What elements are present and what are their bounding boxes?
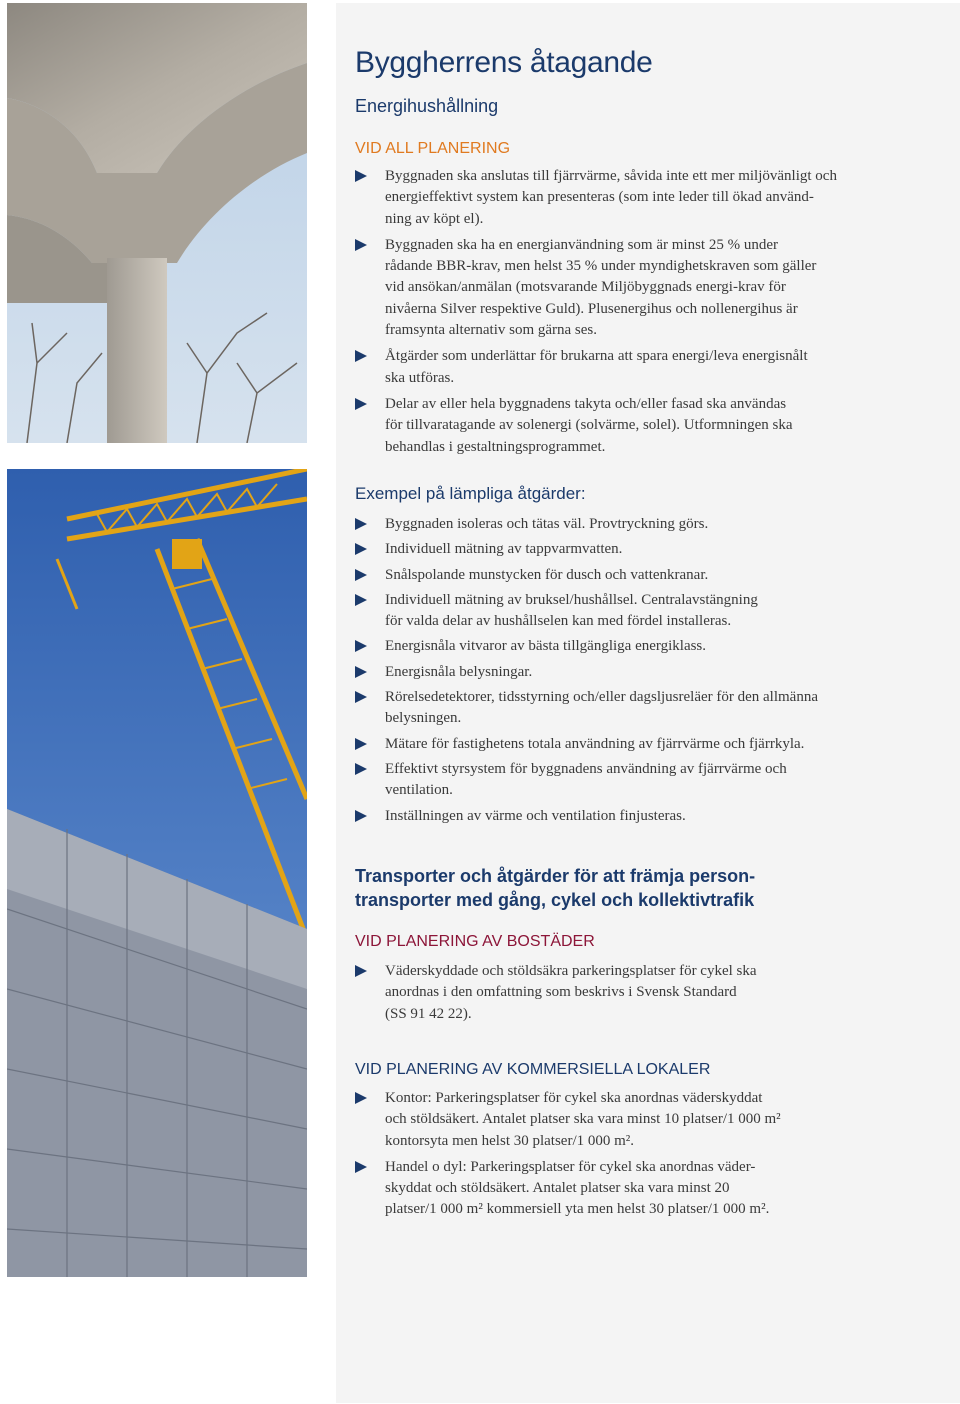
bullet-arrow-icon <box>355 170 367 182</box>
list-item-line: Energisnåla vitvaror av bästa tillgängliga energiklass. <box>385 638 707 655</box>
bullet-arrow-icon <box>355 350 367 362</box>
list-item-line: (SS 91 42 22). <box>385 1005 472 1022</box>
list-item <box>355 734 895 755</box>
list-item-line: nivåerna Silver respektive Guld). Plusenergihus och nollenergihus är <box>385 300 798 317</box>
bullet-arrow-icon <box>355 965 367 977</box>
list-item <box>355 166 895 230</box>
list-item-line: anordnas i den omfattning som beskrivs i Svensk Standard <box>385 984 737 1001</box>
bullet-arrow-icon <box>355 640 367 652</box>
transport-heading-line: transporter med gång, cykel och kollektivtrafik <box>355 890 755 910</box>
list-item-line: framsynta alternativ som gärna ses. <box>385 322 598 339</box>
list-item-line: vid ansökan/anmälan (motsvarande Miljöbyggnads energi-krav för <box>385 279 786 296</box>
bullet-arrow-icon <box>355 239 367 251</box>
list-item-line: Byggnaden isoleras och tätas väl. Provtryckning görs. <box>385 516 709 532</box>
list-item <box>355 1088 895 1152</box>
list-item-line: rådande BBR-krav, men helst 35 % under myndighetskraven som gäller <box>385 258 817 275</box>
bullet-arrow-icon <box>355 810 367 822</box>
transport-heading <box>355 864 755 912</box>
bullet-arrow-icon <box>355 763 367 775</box>
list-item <box>355 394 895 458</box>
list-item-line: Mätare för fastighetens totala användning av fjärrvärme och fjärrkyla. <box>385 735 805 752</box>
list-item-line: kontorsyta men helst 30 platser/1 000 m². <box>385 1132 635 1149</box>
list-item-line: Effektivt styrsystem för byggnadens användning av fjärrvärme och <box>385 760 787 777</box>
list-item <box>355 687 895 730</box>
bullet-arrow-icon <box>355 569 367 581</box>
bullet-arrow-icon <box>355 594 367 606</box>
examples-bullet-list <box>355 514 895 831</box>
list-item-line: platser/1 000 m² kommersiell yta men helst 30 platser/1 000 m². <box>385 1201 770 1218</box>
housing-subheading: VID PLANERING AV BOSTÄDER <box>355 933 595 950</box>
list-item <box>355 636 895 657</box>
list-item-line: ska utföras. <box>385 369 455 386</box>
list-item-line: Åtgärder som underlättar för brukarna att spara energi/leva energisnålt <box>385 348 808 365</box>
bullet-arrow-icon <box>355 1161 367 1173</box>
bullet-arrow-icon <box>355 398 367 410</box>
list-item <box>355 590 895 633</box>
list-item-line: ning av köpt el). <box>385 210 484 227</box>
list-item-line: Individuell mätning av bruksel/hushållsel. Centralavstängning <box>385 591 758 608</box>
bullet-arrow-icon <box>355 666 367 678</box>
page-title: Byggherrens åtagande <box>355 46 653 79</box>
list-item-line: ventilation. <box>385 782 453 799</box>
list-item-line: Inställningen av värme och ventilation finjusteras. <box>385 807 686 824</box>
list-item-line: Rörelsedetektorer, tidsstyrning och/eller dagsljusreläer för den allmänna <box>385 689 819 706</box>
examples-heading: Exempel på lämpliga åtgärder: <box>355 484 586 503</box>
list-item <box>355 565 895 586</box>
list-item-line: Individuell mätning av tappvarmvatten. <box>385 541 623 558</box>
list-item-line: behandlas i gestaltningsprogrammet. <box>385 438 606 455</box>
list-item-line: och stöldsäkert. Antalet platser ska vara minst 10 platser/1 000 m² <box>385 1111 781 1128</box>
crane-photo <box>7 469 307 1277</box>
list-item <box>355 806 895 827</box>
list-item-line: Snålspolande munstycken för dusch och vattenkranar. <box>385 566 709 583</box>
list-item <box>355 662 895 683</box>
list-item <box>355 346 895 389</box>
energy-heading: Energihushållning <box>355 96 499 116</box>
bullet-arrow-icon <box>355 543 367 555</box>
transport-heading-line: Transporter och åtgärder för att främja person- <box>355 866 756 886</box>
bullet-arrow-icon <box>355 518 367 530</box>
list-item-line: Kontor: Parkeringsplatser för cykel ska anordnas väderskyddat <box>385 1090 763 1106</box>
list-item <box>355 759 895 802</box>
list-item <box>355 514 895 535</box>
bridge-photo <box>7 3 307 443</box>
list-item-line: Energisnåla belysningar. <box>385 663 533 680</box>
bullet-arrow-icon <box>355 691 367 703</box>
list-item <box>355 235 895 341</box>
list-item-line: för tillvaratagande av solenergi (solvärme, solel). Utformningen ska <box>385 417 793 434</box>
energy-bullet-list <box>355 166 895 463</box>
list-item <box>355 1157 895 1221</box>
housing-bullet-list <box>355 961 895 1025</box>
list-item-line: skyddat och stöldsäkert. Antalet platser ska vara minst 20 <box>385 1180 730 1197</box>
list-item-line: Handel o dyl: Parkeringsplatser för cykel ska anordnas väder- <box>385 1158 756 1175</box>
list-item-line: Delar av eller hela byggnadens takyta och/eller fasad ska användas <box>385 395 787 412</box>
list-item <box>355 539 895 560</box>
list-item-line: belysningen. <box>385 710 462 727</box>
list-item-line: Byggnaden ska anslutas till fjärrvärme, såvida inte ett mer miljövänligt och <box>385 168 837 184</box>
energy-subheading: VID ALL PLANERING <box>355 140 511 157</box>
list-item <box>355 961 895 1025</box>
bullet-arrow-icon <box>355 738 367 750</box>
list-item-line: energieffektivt system kan presenteras (som inte leder till ökad använd- <box>385 189 814 206</box>
list-item-line: Väderskyddade och stöldsäkra parkeringsplatser för cykel ska <box>385 963 757 979</box>
commercial-bullet-list <box>355 1088 895 1226</box>
commercial-subheading: VID PLANERING AV KOMMERSIELLA LOKALER <box>355 1061 711 1078</box>
bullet-arrow-icon <box>355 1092 367 1104</box>
list-item-line: Byggnaden ska ha en energianvändning som är minst 25 % under <box>385 236 778 253</box>
list-item-line: för valda delar av hushållselen kan med fördel installeras. <box>385 613 732 630</box>
